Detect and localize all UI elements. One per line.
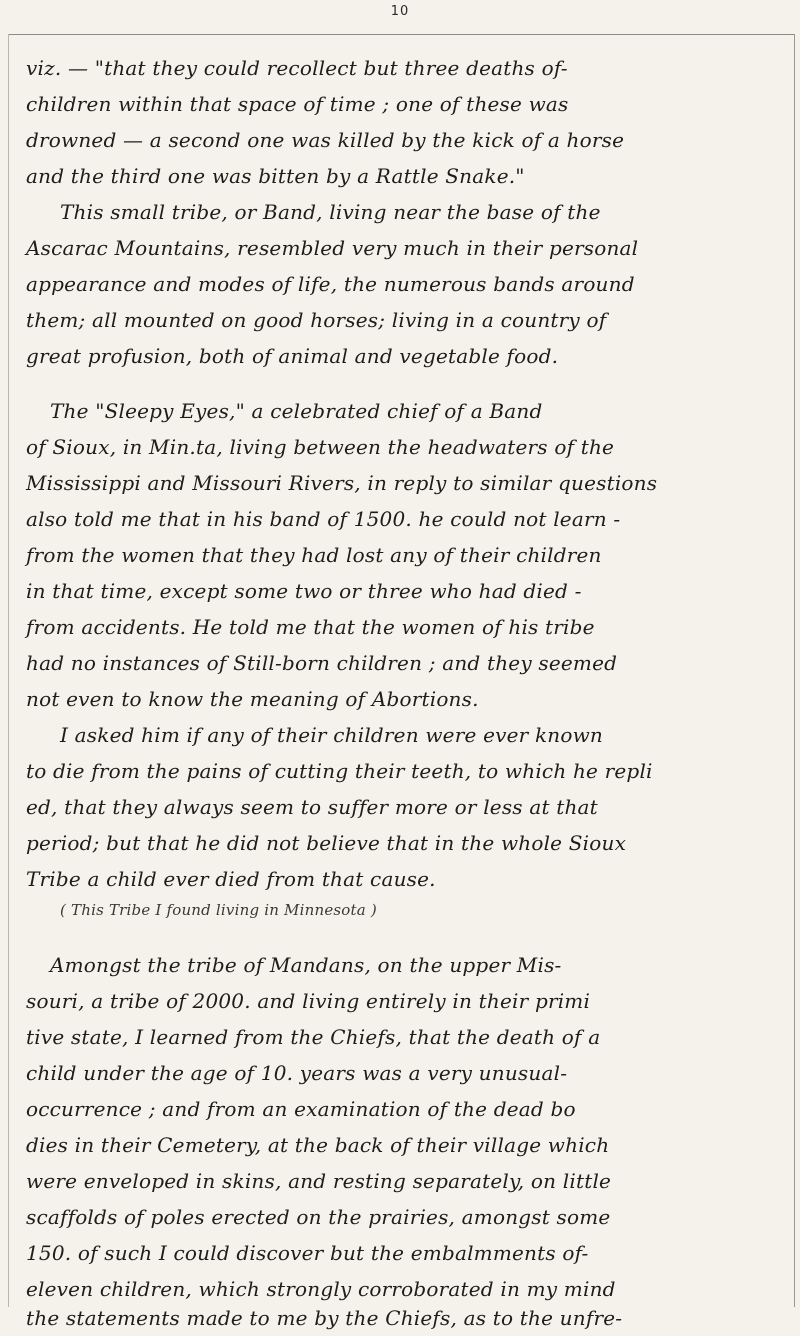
text-line: period; but that he did not believe that in the whole Sioux <box>26 831 627 855</box>
text-line: ed, that they always seem to suffer more or less at that <box>26 795 598 819</box>
text-line: occurrence ; and from an examination of the dead bo <box>26 1097 576 1121</box>
text-line: great profusion, both of animal and vegetable food. <box>26 344 559 368</box>
text-line: were enveloped in skins, and resting separately, on little <box>26 1169 612 1193</box>
page-number: 10 <box>390 4 410 19</box>
text-line: dies in their Cemetery, at the back of their village which <box>26 1133 610 1157</box>
text-line: This small tribe, or Band, living near the base of the <box>60 200 601 224</box>
text-line: scaffolds of poles erected on the prairies, amongst some <box>26 1205 611 1229</box>
text-line: in that time, except some two or three who had died - <box>26 579 582 603</box>
marginal-note: ( This Tribe I found living in Minnesota ) <box>60 901 377 919</box>
text-line: to die from the pains of cutting their teeth, to which he repli <box>26 759 653 783</box>
text-line: children within that space of time ; one of these was <box>26 92 569 116</box>
text-line: drowned — a second one was killed by the kick of a horse <box>26 128 625 152</box>
left-margin-rule <box>8 34 9 1307</box>
text-line: not even to know the meaning of Abortions. <box>26 687 479 711</box>
text-line: Mississippi and Missouri Rivers, in reply to similar questions <box>26 471 658 495</box>
text-line: viz. — "that they could recollect but three deaths of- <box>26 56 568 80</box>
text-line: Amongst the tribe of Mandans, on the upper Mis- <box>50 953 562 977</box>
text-line: them; all mounted on good horses; living in a country of <box>26 308 607 332</box>
text-line: the statements made to me by the Chiefs, as to the unfre- <box>26 1306 623 1330</box>
top-rule <box>8 34 794 35</box>
text-line: Ascarac Mountains, resembled very much in their personal <box>26 236 639 260</box>
text-line: from the women that they had lost any of their children <box>26 543 602 567</box>
text-line: eleven children, which strongly corroborated in my mind <box>26 1277 616 1301</box>
text-line: from accidents. He told me that the women of his tribe <box>26 615 595 639</box>
right-margin-rule <box>794 34 795 1307</box>
text-line: appearance and modes of life, the numerous bands around <box>26 272 635 296</box>
text-line: child under the age of 10. years was a very unusual- <box>26 1061 568 1085</box>
text-line: 150. of such I could discover but the embalmments of- <box>26 1241 589 1265</box>
text-line: also told me that in his band of 1500. he could not learn - <box>26 507 621 531</box>
text-line: Tribe a child ever died from that cause. <box>26 867 436 891</box>
text-line: I asked him if any of their children were ever known <box>60 723 603 747</box>
text-line: souri, a tribe of 2000. and living entirely in their primi <box>26 989 591 1013</box>
text-line: had no instances of Still-born children ; and they seemed <box>26 651 618 675</box>
text-line: of Sioux, in Min.ta, living between the headwaters of the <box>26 435 615 459</box>
text-line: The "Sleepy Eyes," a celebrated chief of a Band <box>50 399 543 423</box>
text-line: and the third one was bitten by a Rattle Snake." <box>26 164 525 188</box>
text-line: tive state, I learned from the Chiefs, that the death of a <box>26 1025 601 1049</box>
